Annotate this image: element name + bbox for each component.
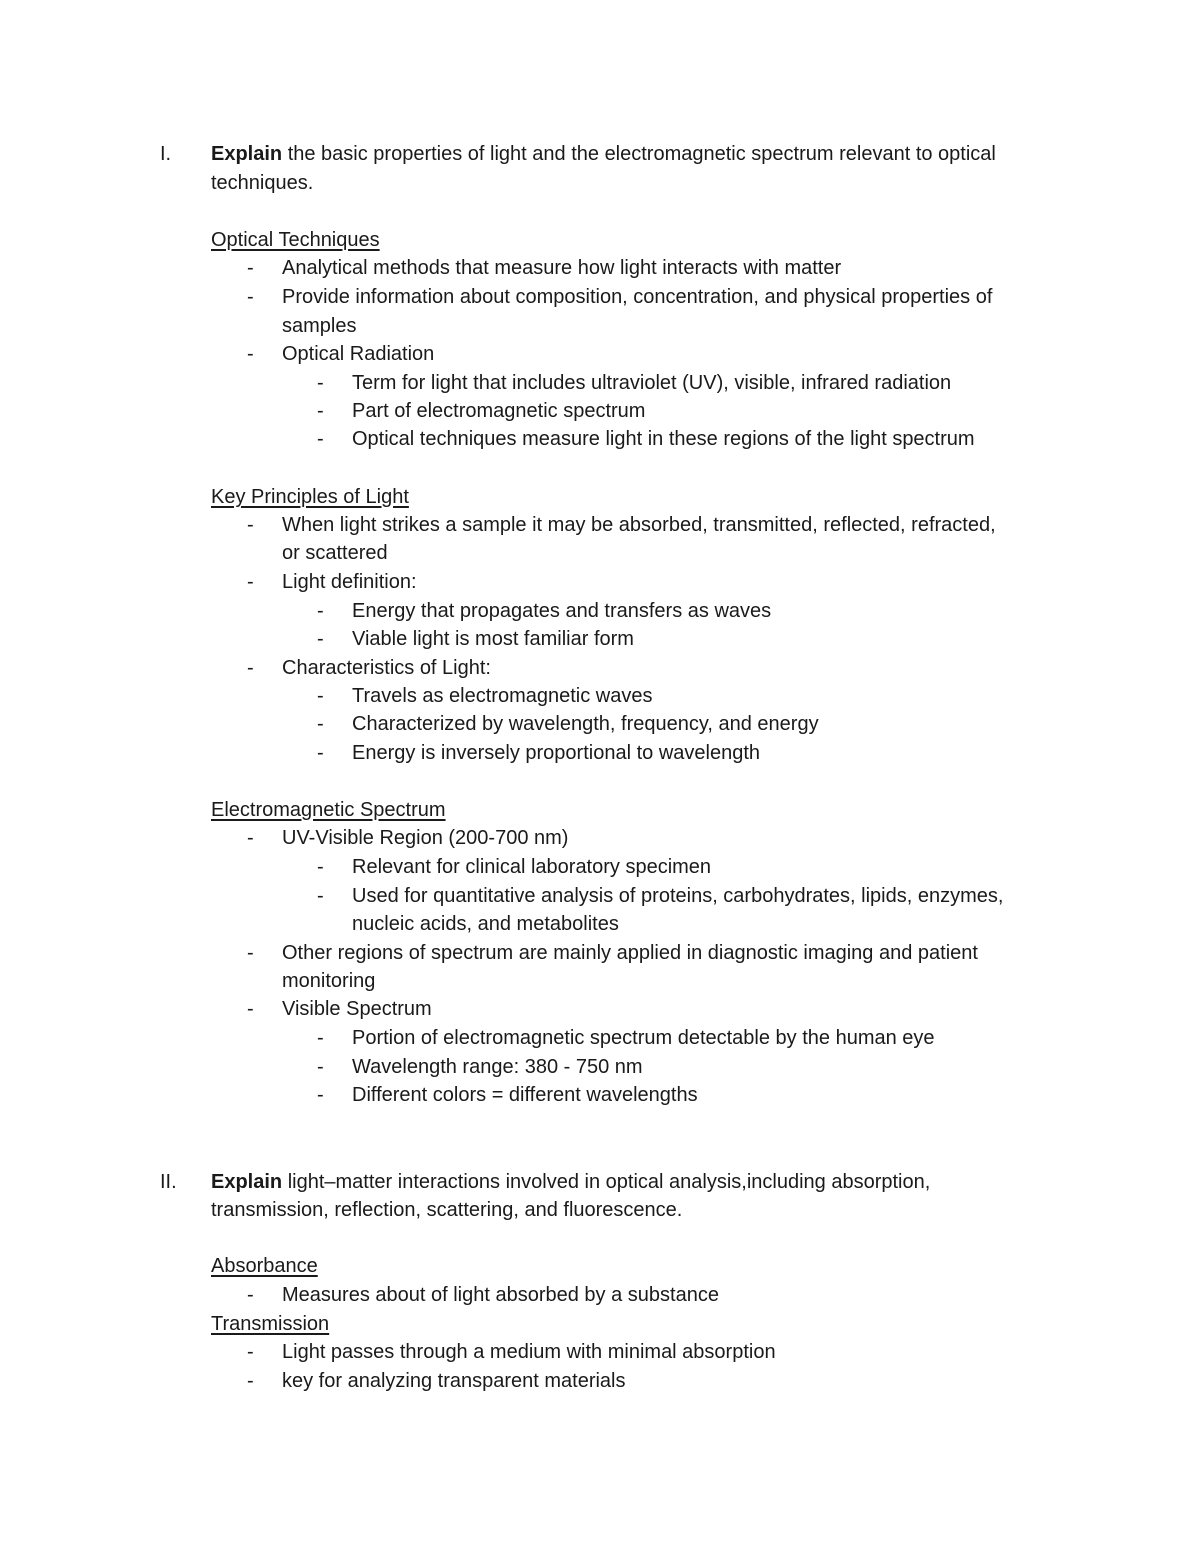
sub-list-item: Characterized by wavelength, frequency, and energy <box>352 713 819 735</box>
section-1-prompt-text: the basic properties of light and the electromagnetic spectrum relevant to optical <box>282 143 996 165</box>
bullet-dash: - <box>247 657 254 679</box>
bullet-dash: - <box>247 571 254 593</box>
bullet-dash: - <box>247 1284 254 1306</box>
bullet-dash: - <box>247 942 254 964</box>
bullet-dash: - <box>247 827 254 849</box>
sub-bullet-dash: - <box>317 628 324 650</box>
list-item: Provide information about composition, concentration, and physical properties of <box>282 286 993 308</box>
sub-list-item: Travels as electromagnetic waves <box>352 685 653 707</box>
sub-bullet-dash: - <box>317 1027 324 1049</box>
list-item-continuation: samples <box>282 315 357 337</box>
bullet-dash: - <box>247 1370 254 1392</box>
sub-list-item: Different colors = different wavelengths <box>352 1084 698 1106</box>
sub-bullet-dash: - <box>317 685 324 707</box>
bullet-dash: - <box>247 1341 254 1363</box>
list-item: Other regions of spectrum are mainly applied in diagnostic imaging and patient <box>282 942 978 964</box>
sub-list-item: Term for light that includes ultraviolet (UV), visible, infrared radiation <box>352 372 952 394</box>
sub-list-item: Viable light is most familiar form <box>352 628 634 650</box>
list-item: UV-Visible Region (200-700 nm) <box>282 827 569 849</box>
section-1-number: I. <box>160 143 172 165</box>
section-2-prompt-text: light–matter interactions involved in optical analysis,including absorption, <box>282 1171 931 1193</box>
bullet-dash: - <box>247 257 254 279</box>
list-item-continuation: or scattered <box>282 542 388 564</box>
sub-bullet-dash: - <box>317 856 324 878</box>
list-item: Light passes through a medium with minimal absorption <box>282 1341 776 1363</box>
bullet-dash: - <box>247 998 254 1020</box>
sub-list-item: Optical techniques measure light in these regions of the light spectrum <box>352 428 975 450</box>
bullet-dash: - <box>247 343 254 365</box>
sub-list-item: Energy is inversely proportional to wavelength <box>352 742 760 764</box>
list-item: Characteristics of Light: <box>282 657 491 679</box>
sub-bullet-dash: - <box>317 428 324 450</box>
sub-list-item: Relevant for clinical laboratory specimen <box>352 856 712 878</box>
sub-list-item-continuation: nucleic acids, and metabolites <box>352 913 619 935</box>
heading-transmission: Transmission <box>211 1313 330 1335</box>
list-item: Light definition: <box>282 571 417 593</box>
section-1-prompt-line-1 <box>211 140 996 168</box>
sub-bullet-dash: - <box>317 372 324 394</box>
list-item: Analytical methods that measure how light interacts with matter <box>282 257 842 279</box>
bullet-dash: - <box>247 514 254 536</box>
list-item: When light strikes a sample it may be absorbed, transmitted, reflected, refracted, <box>282 514 996 536</box>
section-2-keyword: Explain <box>211 1171 283 1193</box>
list-item: key for analyzing transparent materials <box>282 1370 626 1392</box>
sub-bullet-dash: - <box>317 600 324 622</box>
sub-bullet-dash: - <box>317 1056 324 1078</box>
sub-bullet-dash: - <box>317 885 324 907</box>
sub-bullet-dash: - <box>317 1084 324 1106</box>
list-item: Visible Spectrum <box>282 998 432 1020</box>
sub-list-item: Wavelength range: 380 - 750 nm <box>352 1056 643 1078</box>
list-item: Optical Radiation <box>282 343 435 365</box>
heading-optical-techniques: Optical Techniques <box>211 229 380 251</box>
section-2-prompt-line-2: transmission, reflection, scattering, and fluorescence. <box>211 1199 683 1221</box>
section-2-number: II. <box>160 1171 177 1193</box>
sub-list-item: Used for quantitative analysis of proteins, carbohydrates, lipids, enzymes, <box>352 885 1004 907</box>
sub-bullet-dash: - <box>317 400 324 422</box>
list-item-continuation: monitoring <box>282 970 376 992</box>
sub-bullet-dash: - <box>317 742 324 764</box>
section-2-prompt-line-1 <box>211 1168 930 1196</box>
sub-list-item: Energy that propagates and transfers as waves <box>352 600 772 622</box>
section-1-prompt-line-2: techniques. <box>211 172 314 194</box>
sub-bullet-dash: - <box>317 713 324 735</box>
bullet-dash: - <box>247 286 254 308</box>
sub-list-item: Portion of electromagnetic spectrum detectable by the human eye <box>352 1027 935 1049</box>
sub-list-item: Part of electromagnetic spectrum <box>352 400 646 422</box>
section-1-keyword: Explain <box>211 143 283 165</box>
heading-electromagnetic-spectrum: Electromagnetic Spectrum <box>211 799 446 821</box>
heading-key-principles: Key Principles of Light <box>211 486 409 508</box>
heading-absorbance: Absorbance <box>211 1255 318 1277</box>
list-item: Measures about of light absorbed by a substance <box>282 1284 719 1306</box>
